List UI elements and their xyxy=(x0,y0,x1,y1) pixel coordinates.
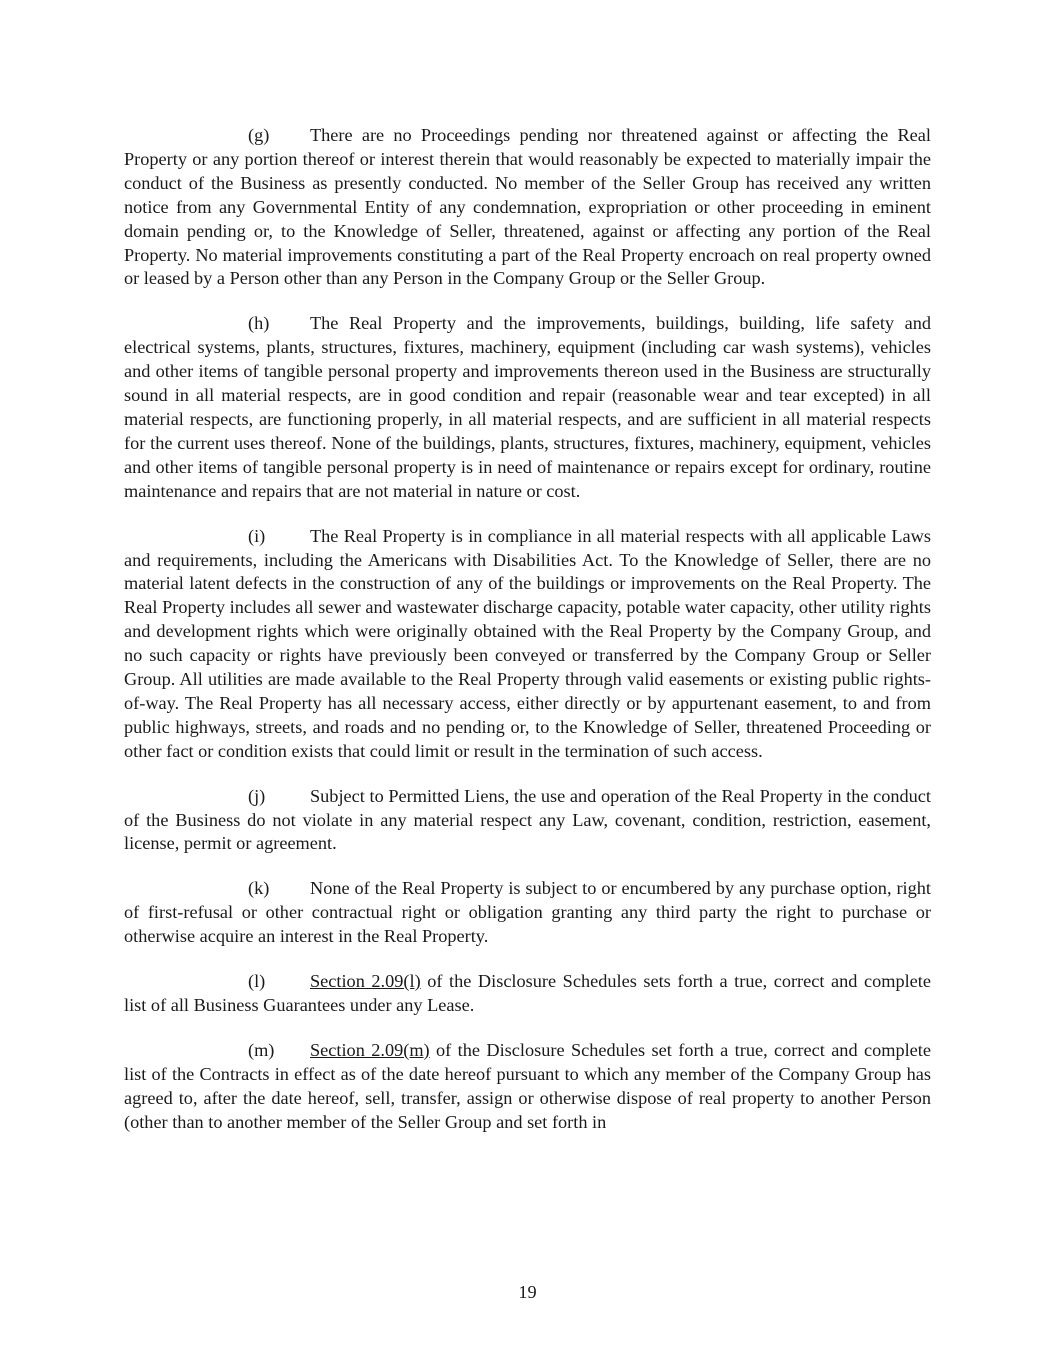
paragraph-k xyxy=(124,877,931,949)
section-reference: Section 2.09(m) xyxy=(310,1039,430,1060)
paragraph-l xyxy=(124,970,931,1018)
paragraph-label: (m) xyxy=(248,1039,275,1060)
paragraph-text: The Real Property is in compliance in all material respects with all applicable Laws and requirements, including the Americans with Disabilities Act. To the Knowledge of Seller, there are no material latent defects in the construction of any of the buildings or improvements on the Real Property. The Real Property includes all sewer and wastewater discharge capacity, potable water capacity, other utility rights and development rights which were originally obtained with the Real Property by the Company Group, and no such capacity or rights have previously been conveyed or transferred by the Company Group or Seller Group. All utilities are made available to the Real Property through valid easements or existing public rights-of-way. The Real Property has all necessary access, either directly or by appurtenant easement, to and from public highways, streets, and roads and no pending or, to the Knowledge of Seller, threatened Proceeding or other fact or condition exists that could limit or result in the termination of such access. xyxy=(124,525,931,761)
page-number: 19 xyxy=(518,1282,537,1302)
document-page xyxy=(124,124,931,1156)
paragraph-label: (k) xyxy=(248,878,270,899)
paragraph-label: (g) xyxy=(248,125,270,145)
paragraph-text: The Real Property and the improvements, buildings, building, life safety and electrical systems, plants, structures, fixtures, machinery, equipment (including car wash systems), vehicles and other items of tangible personal property and improvements thereon used in the Business are structurally sound in all material respects, are in good condition and repair (reasonable wear and tear excepted) in all material respects, are functioning properly, in all material respects, and are sufficient in all material respects for the current uses thereof. None of the buildings, plants, structures, fixtures, machinery, equipment, vehicles and other items of tangible personal property is in need of maintenance or repairs except for ordinary, routine maintenance and repairs that are not material in nature or cost. xyxy=(124,313,931,501)
paragraph-label: (j) xyxy=(248,785,266,806)
paragraph-text: of the Disclosure Schedules sets forth a true, correct and complete list of all Business Guarantees under any Lease. xyxy=(124,971,931,1015)
paragraph-text: of the Disclosure Schedules set forth a true, correct and complete list of the Contracts in effect as of the date hereof pursuant to which any member of the Company Group has agreed to, after the date hereof, sell, transfer, assign or otherwise dispose of real property to another Person (other than to another member of the Seller Group and set forth in xyxy=(124,1039,931,1132)
paragraph-text: There are no Proceedings pending nor threatened against or affecting the Real Property or any portion thereof or interest therein that would reasonably be expected to materially impair the conduct of the Business as presently conducted. No member of the Seller Group has received any written notice from any Governmental Entity of any condemnation, expropriation or other proceeding in eminent domain pending or, to the Knowledge of Seller, threatened, against or affecting any portion of the Real Property. No material improvements constituting a part of the Real Property encroach on real property owned or leased by a Person other than any Person in the Company Group or the Seller Group. xyxy=(124,125,931,289)
paragraph-label: (i) xyxy=(248,525,266,546)
paragraph-i xyxy=(124,525,931,764)
paragraph-g xyxy=(124,124,931,291)
paragraph-m xyxy=(124,1039,931,1135)
paragraph-label: (l) xyxy=(248,971,266,992)
paragraph-h xyxy=(124,312,931,503)
paragraph-label: (h) xyxy=(248,313,270,334)
section-reference: Section 2.09(l) xyxy=(310,971,421,992)
paragraph-text: None of the Real Property is subject to or encumbered by any purchase option, right of first-refusal or other contractual right or obligation granting any third party the right to purchase or otherwise acquire an interest in the Real Property. xyxy=(124,878,931,947)
paragraph-text: Subject to Permitted Liens, the use and operation of the Real Property in the conduct of the Business do not violate in any material respect any Law, covenant, condition, restriction, easement, license, permit or agreement. xyxy=(124,785,931,854)
paragraph-j xyxy=(124,785,931,857)
